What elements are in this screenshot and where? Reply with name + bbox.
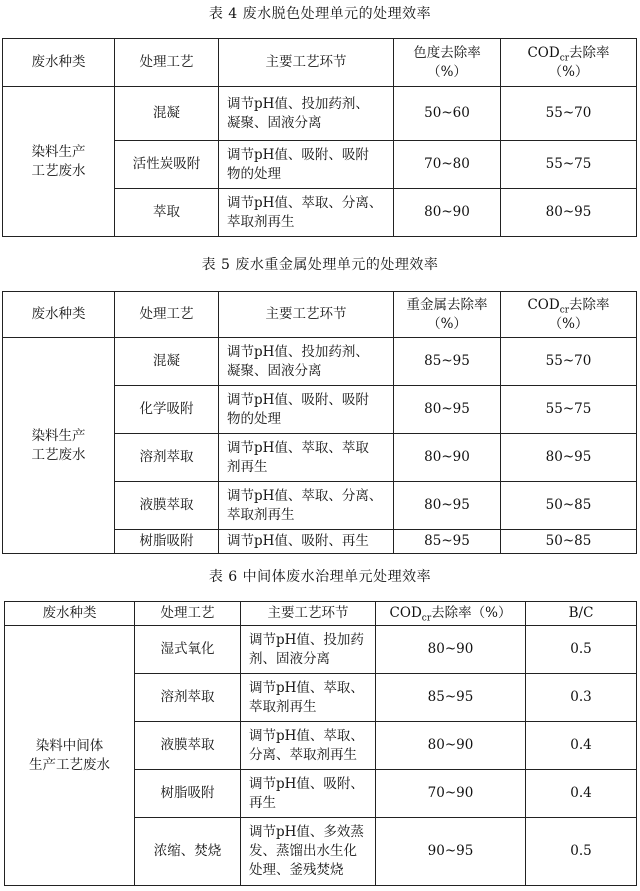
cod-removal-cell: 80~90	[376, 722, 526, 770]
steps-line: 处理、釜残焚烧	[249, 862, 344, 878]
header-heavy-metal-removal-line2: （%）	[427, 315, 467, 332]
header-cod-removal	[376, 602, 526, 626]
bc-ratio-cell: 0.4	[526, 770, 637, 818]
steps-line: 物的处理	[227, 165, 281, 182]
cod-removal-cell: 55~75	[501, 386, 637, 434]
steps-cell	[219, 482, 394, 530]
steps-line: 调节pH值、萃取、分离、	[227, 194, 383, 211]
steps-line: 调节pH值、吸附、	[249, 775, 364, 792]
table4-caption: 表 4 废水脱色处理单元的处理效率	[208, 6, 432, 22]
steps-cell	[219, 141, 394, 189]
cod-removal-cell: 70~90	[376, 770, 526, 818]
header-color-removal-line1: 色度去除率	[413, 44, 481, 61]
steps-cell	[241, 626, 376, 674]
header-cod-removal	[501, 292, 637, 338]
cod-removal-cell: 90~95	[376, 818, 526, 886]
header-wastewater-type: 废水种类	[3, 292, 115, 338]
bc-ratio-cell: 0.3	[526, 674, 637, 722]
process-cell: 浓缩、焚烧	[135, 818, 241, 886]
cod-suffix: 去除率	[569, 296, 610, 313]
steps-line: 调节pH值、吸附、吸附	[227, 146, 369, 163]
steps-line: 剂、固液分离	[249, 650, 330, 667]
steps-line: 调节pH值、投加药剂、	[227, 95, 369, 112]
header-bc-ratio: B/C	[526, 602, 637, 626]
header-wastewater-type: 废水种类	[3, 39, 115, 87]
table5-caption: 表 5 废水重金属处理单元的处理效率	[201, 257, 439, 273]
wastewater-type-line1: 染料生产	[31, 427, 86, 444]
steps-line: 调节pH值、多效蒸	[249, 824, 364, 840]
heavy-metal-removal-cell: 80~90	[394, 434, 501, 482]
process-cell: 溶剂萃取	[135, 674, 241, 722]
header-cod-removal-line2: （%）	[548, 315, 589, 332]
bc-ratio-cell: 0.4	[526, 722, 637, 770]
table6-caption: 表 6 中间体废水治理单元处理效率	[208, 569, 432, 585]
process-cell: 活性炭吸附	[115, 141, 219, 189]
steps-cell	[219, 434, 394, 482]
steps-cell	[241, 818, 376, 886]
steps-line: 萃取剂再生	[249, 698, 317, 715]
process-cell: 化学吸附	[115, 386, 219, 434]
steps-cell	[219, 189, 394, 237]
steps-line: 剂再生	[227, 458, 268, 475]
steps-line: 萃取剂再生	[227, 506, 295, 523]
process-cell: 混凝	[115, 338, 219, 386]
header-wastewater-type: 废水种类	[5, 602, 135, 626]
steps-line: 调节pH值、投加药剂、	[227, 343, 369, 360]
process-cell: 混凝	[115, 87, 219, 141]
color-removal-cell: 50~60	[394, 87, 501, 141]
cod-removal-cell: 85~95	[376, 674, 526, 722]
table6	[4, 601, 637, 886]
table4-header-row	[3, 39, 637, 87]
wastewater-type-line2: 工艺废水	[31, 162, 86, 179]
heavy-metal-removal-cell: 85~95	[394, 530, 501, 554]
header-heavy-metal-removal	[394, 292, 501, 338]
steps-cell	[219, 87, 394, 141]
wastewater-type-cell	[3, 87, 115, 237]
cod-prefix: COD	[389, 605, 422, 621]
table4	[2, 38, 637, 237]
steps-line: 再生	[249, 794, 276, 811]
steps-cell	[241, 770, 376, 818]
process-cell: 树脂吸附	[115, 530, 219, 554]
process-cell: 树脂吸附	[135, 770, 241, 818]
header-cod-removal	[501, 39, 637, 87]
header-color-removal-line2: （%）	[427, 63, 467, 80]
header-cod-removal-line2: （%）	[548, 63, 589, 80]
header-cod-removal-line1	[505, 296, 632, 315]
wastewater-type-cell	[5, 626, 135, 886]
steps-line: 调节pH值、萃取、	[249, 679, 364, 696]
bc-ratio-cell: 0.5	[526, 818, 637, 886]
color-removal-cell: 80~90	[394, 189, 501, 237]
header-cod-removal-line1	[505, 44, 632, 63]
header-main-steps: 主要工艺环节	[219, 292, 394, 338]
heavy-metal-removal-cell: 85~95	[394, 338, 501, 386]
steps-line: 凝聚、固液分离	[227, 362, 322, 379]
steps-cell	[241, 722, 376, 770]
steps-cell	[219, 338, 394, 386]
steps-line: 凝聚、固液分离	[227, 114, 322, 131]
cod-removal-cell: 55~75	[501, 141, 637, 189]
bc-ratio-cell: 0.5	[526, 626, 637, 674]
cod-subscript: cr	[421, 613, 432, 624]
header-main-steps: 主要工艺环节	[219, 39, 394, 87]
cod-subscript: cr	[559, 53, 570, 64]
cod-removal-cell: 55~70	[501, 338, 637, 386]
steps-line: 调节pH值、萃取、分离、	[227, 487, 383, 504]
cod-removal-cell: 80~90	[376, 626, 526, 674]
cod-suffix: 去除率	[569, 44, 610, 61]
heavy-metal-removal-cell: 80~95	[394, 482, 501, 530]
steps-line: 调节pH值、吸附、吸附	[227, 391, 369, 408]
header-process: 处理工艺	[115, 39, 219, 87]
table5	[2, 291, 637, 554]
color-removal-cell: 70~80	[394, 141, 501, 189]
cod-prefix: COD	[527, 44, 560, 61]
header-process: 处理工艺	[135, 602, 241, 626]
header-process: 处理工艺	[115, 292, 219, 338]
process-cell: 萃取	[115, 189, 219, 237]
table6-header-row	[5, 602, 637, 626]
header-main-steps: 主要工艺环节	[241, 602, 376, 626]
table-row	[3, 87, 637, 141]
cod-prefix: COD	[527, 296, 560, 313]
steps-cell	[219, 386, 394, 434]
steps-line: 物的处理	[227, 410, 281, 427]
steps-line: 萃取剂再生	[227, 213, 295, 230]
steps-line: 分离、萃取剂再生	[249, 746, 357, 763]
heavy-metal-removal-cell: 80~95	[394, 386, 501, 434]
wastewater-type-cell	[3, 338, 115, 554]
table5-header-row	[3, 292, 637, 338]
steps-line: 调节pH值、萃取、萃取	[227, 439, 369, 456]
cod-removal-cell: 80~95	[501, 434, 637, 482]
table-row	[5, 626, 637, 674]
steps-line: 调节pH值、萃取、	[249, 727, 364, 744]
process-cell: 溶剂萃取	[115, 434, 219, 482]
table-row	[3, 338, 637, 386]
steps-cell: 调节pH值、吸附、再生	[219, 530, 394, 554]
cod-removal-cell: 50~85	[501, 530, 637, 554]
steps-line: 发、蒸馏出水生化	[249, 843, 357, 859]
wastewater-type-line1: 染料中间体	[35, 737, 104, 754]
cod-suffix: 去除率（%）	[431, 605, 512, 621]
cod-subscript: cr	[559, 305, 570, 316]
cod-removal-cell: 55~70	[501, 87, 637, 141]
steps-line: 调节pH值、投加药	[249, 631, 364, 648]
cod-removal-cell: 80~95	[501, 189, 637, 237]
process-cell: 湿式氧化	[135, 626, 241, 674]
process-cell: 液膜萃取	[115, 482, 219, 530]
process-cell: 液膜萃取	[135, 722, 241, 770]
wastewater-type-line2: 工艺废水	[31, 446, 86, 463]
steps-cell	[241, 674, 376, 722]
header-heavy-metal-removal-line1: 重金属去除率	[406, 296, 488, 313]
wastewater-type-line2: 生产工艺废水	[29, 756, 110, 773]
wastewater-type-line1: 染料生产	[31, 143, 86, 160]
cod-removal-cell: 50~85	[501, 482, 637, 530]
header-color-removal	[394, 39, 501, 87]
